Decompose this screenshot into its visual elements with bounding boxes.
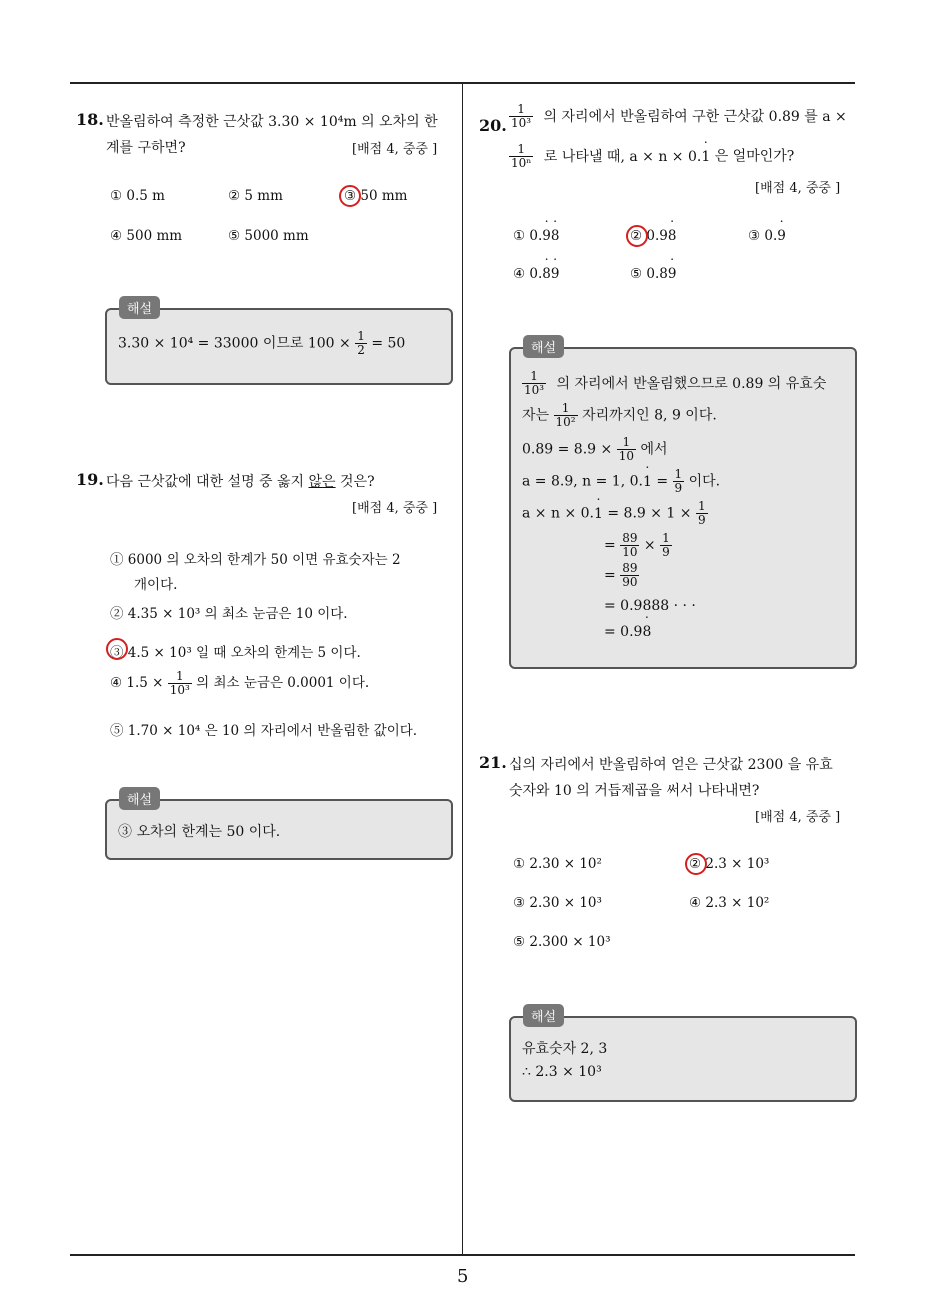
sol-text: a = 8.9, n = 1, 0. (522, 473, 643, 490)
q20-stem-line2 (509, 143, 794, 170)
sol-text: = (651, 473, 669, 490)
sol-text: 이다. (688, 473, 721, 490)
q21-meta: [배점 4, 중중 ] (755, 810, 841, 825)
q21-solution-tag: 해설 (523, 1004, 564, 1027)
fraction (554, 402, 578, 429)
q18-solution-fraction (355, 330, 367, 357)
q19-option-4-fraction (168, 670, 192, 697)
fraction-numerator: 1 (357, 329, 365, 343)
q21-stem-line1: 십의 자리에서 반올림하여 얻은 근삿값 2300 을 유효 (509, 757, 833, 773)
q18-meta: [배점 4, 중중 ] (352, 142, 438, 157)
fraction-denominator: 10³ (524, 383, 545, 397)
opt-prefix: ③ 0. (748, 228, 778, 244)
fraction-numerator: 1 (509, 143, 533, 157)
fraction-denominator: 9 (674, 481, 683, 495)
repeating-digit: ˙ 9 (542, 228, 551, 244)
q18-option-3[interactable]: ③ 50 mm (344, 188, 408, 204)
q20-sol-line7 (604, 562, 639, 589)
q20-fraction-1 (509, 103, 533, 130)
q18-option-1[interactable]: ① 0.5 m (110, 188, 165, 204)
q18-stem-line1: 반올림하여 측정한 근삿값 3.30 × 10⁴m 의 오차의 한 (106, 114, 438, 130)
q20-option-1[interactable] (513, 228, 559, 244)
repeating-digit: ˙ 8 (551, 228, 560, 244)
fraction (620, 562, 639, 589)
q20-option-4[interactable] (513, 266, 559, 282)
q20-stem-line1 (509, 103, 847, 130)
sol-text: × (643, 537, 656, 554)
q19-option-4-a: ④ 1.5 × (110, 675, 164, 691)
q18-solution-tag: 해설 (119, 296, 160, 319)
q20-option-5[interactable] (630, 266, 676, 282)
q18-option-4[interactable]: ④ 500 mm (110, 228, 183, 244)
fraction-numerator: 1 (674, 467, 683, 481)
repeating-digit: ˙ 1 (643, 474, 652, 490)
fraction-denominator: 10³ (511, 116, 532, 130)
q20-option-3[interactable] (748, 228, 786, 244)
repeating-digit: ˙ 8 (542, 266, 551, 282)
q21-option-3[interactable]: ③ 2.30 × 10³ (513, 895, 602, 911)
q21-option-5[interactable]: ⑤ 2.300 × 10³ (513, 934, 611, 950)
sol-text: = (604, 567, 616, 584)
fraction-numerator: 1 (697, 499, 706, 513)
q19-option-3[interactable]: ③ 4.5 × 10³ 일 때 오차의 한계는 5 이다. (110, 645, 361, 661)
q19-number: 19. (76, 470, 104, 489)
q21-answer-mark (685, 853, 707, 875)
q20-sol-line3 (522, 436, 668, 463)
q19-option-4[interactable] (110, 670, 369, 697)
fraction-numerator: 1 (509, 103, 533, 117)
q20-meta: [배점 4, 중중 ] (755, 181, 841, 196)
fraction-denominator: 10 (622, 545, 638, 559)
q18-answer-mark (339, 185, 361, 207)
q20-stem-text-1: 의 자리에서 반올림하여 구한 근삿값 0.89 를 a × (543, 108, 847, 125)
q19-solution-tag: 해설 (119, 787, 160, 810)
fraction (696, 500, 708, 527)
q18-stem-line2: 계를 구하면? (106, 140, 186, 156)
fraction-numerator: 1 (554, 402, 578, 416)
q19-option-1-line2: 개이다. (134, 577, 178, 593)
fraction-numerator: 1 (662, 531, 670, 545)
q20-sol-line6 (604, 532, 672, 559)
sol-text: 의 자리에서 반올림했으므로 0.89 의 유효숫 (556, 375, 827, 392)
q21-number: 21. (479, 753, 507, 772)
fraction-denominator: 2 (357, 343, 365, 357)
sol-text: = 0.9 (604, 624, 643, 640)
q21-solution-line1: 유효숫자 2, 3 (522, 1041, 608, 1057)
repeating-digit: ˙ 9 (551, 266, 560, 282)
opt-prefix: ② 0.9 (630, 228, 668, 244)
q19-option-1-line1[interactable]: ① 6000 의 오차의 한계가 50 이면 유효숫자는 2 (110, 552, 401, 568)
q18-solution-text (118, 330, 405, 357)
repeating-digit: ˙ 1 (701, 149, 710, 165)
fraction-denominator: 9 (697, 513, 706, 527)
fraction-denominator: 9 (662, 545, 670, 559)
sol-text: 0.89 = 8.9 × (522, 441, 613, 458)
fraction-numerator: 89 (622, 561, 638, 575)
q20-sol-line8: = 0.9888 · · · (604, 598, 696, 614)
q18-option-2[interactable]: ② 5 mm (228, 188, 283, 204)
q19-option-4-b: 의 최소 눈금은 0.0001 이다. (196, 675, 370, 691)
q19-stem-underlined: 않은 (308, 474, 336, 490)
fraction (620, 532, 639, 559)
q19-stem-a: 다음 근삿값에 대한 설명 중 옳지 (106, 474, 309, 490)
q18-solution-part-b: = 50 (371, 335, 406, 352)
fraction-numerator: 1 (522, 370, 546, 384)
fraction-denominator: 10ⁿ (511, 156, 532, 170)
fraction-denominator: 10 (618, 449, 634, 463)
sol-text: 자리까지인 8, 9 이다. (582, 407, 717, 424)
q20-answer-mark (626, 225, 648, 247)
sol-text: = (604, 537, 616, 554)
sol-text: 자는 (522, 407, 550, 424)
repeating-digit: ˙ 1 (594, 506, 603, 522)
fraction-denominator: 10² (555, 415, 576, 429)
repeating-digit: ˙ 9 (668, 266, 677, 282)
page-number: 5 (457, 1266, 469, 1287)
bottom-rule (70, 1254, 855, 1256)
q20-sol-line5 (522, 500, 708, 527)
fraction (673, 468, 685, 495)
q20-stem-text-2a: 로 나타낼 때, a × n × 0. (543, 148, 702, 165)
fraction (660, 532, 672, 559)
sol-text: 에서 (640, 441, 668, 458)
q20-sol-line4 (522, 468, 720, 495)
q20-solution-tag: 해설 (523, 335, 564, 358)
fraction (522, 370, 546, 397)
q19-option-5[interactable]: ⑤ 1.70 × 10⁴ 은 10 의 자리에서 반올림한 값이다. (110, 723, 418, 739)
q20-number: 20. (479, 116, 507, 135)
q20-sol-line2 (522, 402, 717, 429)
sol-text: a × n × 0. (522, 505, 594, 522)
q19-meta: [배점 4, 중중 ] (352, 501, 438, 516)
q18-solution-part-a: 3.30 × 10⁴ = 33000 이므로 100 × (118, 335, 351, 352)
repeating-digit: ˙ 8 (668, 228, 677, 244)
repeating-digit: ˙ 8 (642, 624, 651, 640)
fraction-denominator: 90 (622, 575, 638, 589)
q19-option-2[interactable]: ② 4.35 × 10³ 의 최소 눈금은 10 이다. (110, 606, 348, 622)
q21-option-1[interactable]: ① 2.30 × 10² (513, 856, 602, 872)
fraction-numerator: 1 (168, 670, 192, 684)
q20-fraction-2 (509, 143, 533, 170)
q20-sol-line1 (522, 370, 826, 397)
q19-solution-text: ③ 오차의 한계는 50 이다. (118, 824, 281, 840)
q21-option-4[interactable]: ④ 2.3 × 10² (689, 895, 770, 911)
q19-stem-b: 것은? (335, 474, 375, 490)
q21-solution-box (509, 1016, 857, 1102)
q18-number: 18. (76, 110, 104, 129)
opt-prefix: ⑤ 0.8 (630, 266, 668, 282)
q20-sol-line9 (604, 624, 651, 640)
q18-option-5[interactable]: ⑤ 5000 mm (228, 228, 309, 244)
fraction-numerator: 89 (622, 531, 638, 545)
q21-stem-line2: 숫자와 10 의 거듭제곱을 써서 나타내면? (509, 783, 760, 799)
q20-stem-text-2b: 은 얼마인가? (710, 148, 795, 165)
column-divider (462, 84, 463, 1256)
opt-prefix: ④ 0. (513, 266, 543, 282)
fraction (617, 436, 636, 463)
sol-text: = 8.9 × 1 × (602, 505, 692, 522)
fraction-denominator: 10³ (169, 683, 190, 697)
repeating-digit: ˙ 9 (777, 228, 786, 244)
q21-option-2[interactable]: ② 2.3 × 10³ (689, 856, 770, 872)
fraction-numerator: 1 (617, 436, 636, 450)
opt-prefix: ① 0. (513, 228, 543, 244)
q19-answer-mark (106, 638, 128, 660)
q19-stem (106, 471, 375, 491)
q21-solution-line2: ∴ 2.3 × 10³ (522, 1064, 602, 1080)
